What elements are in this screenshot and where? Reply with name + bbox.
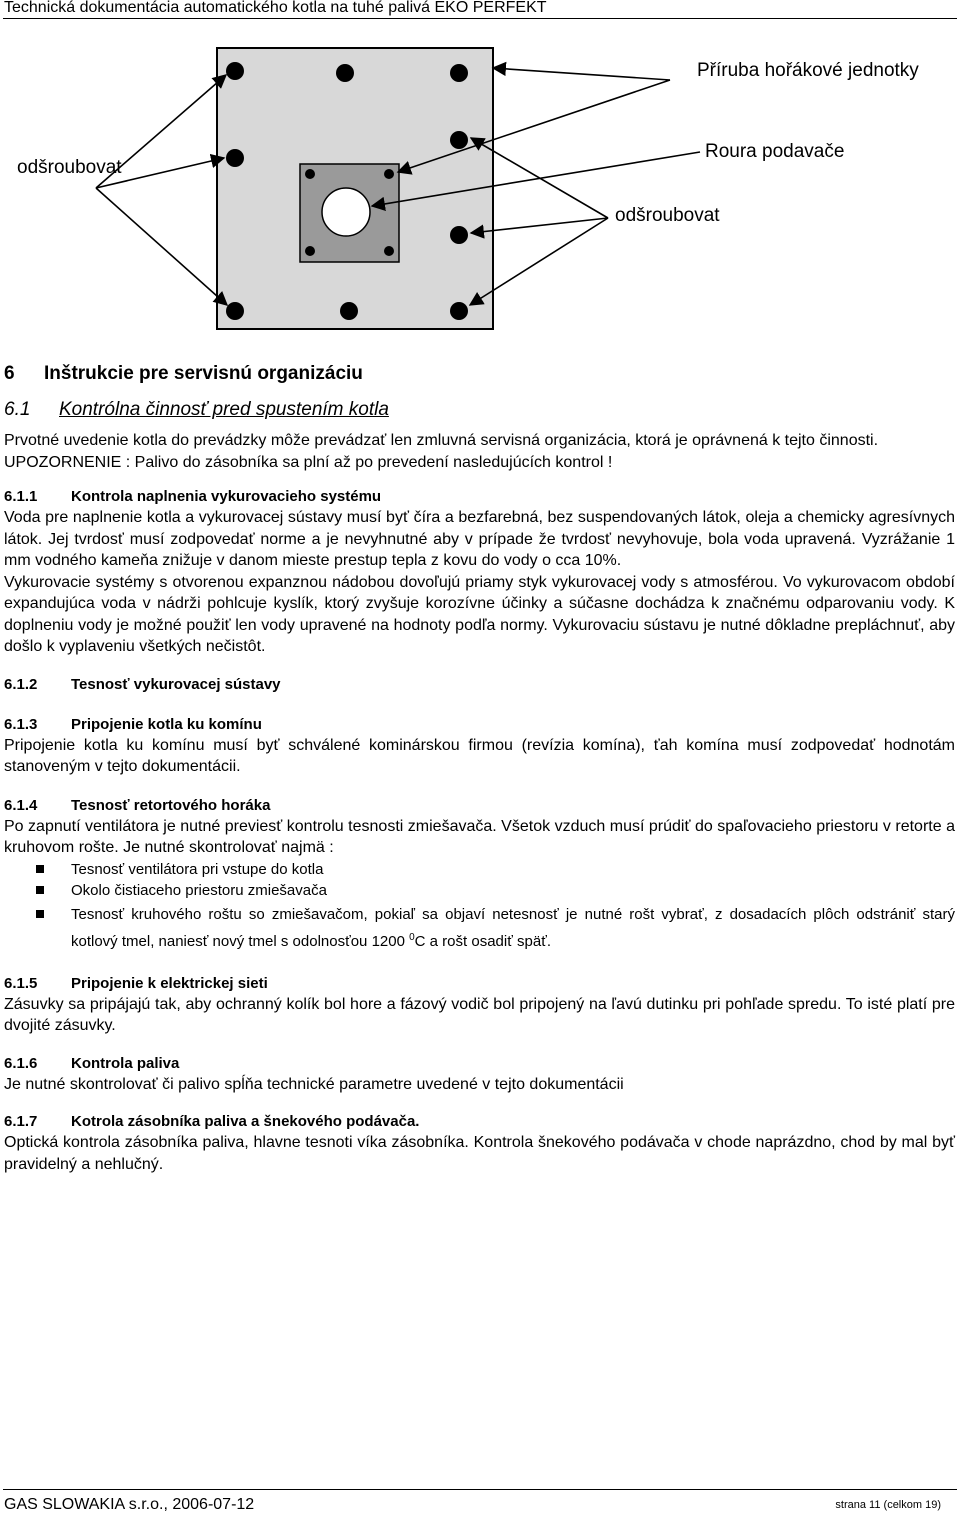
section-number: 6: [4, 363, 15, 384]
checklist: [4, 859, 955, 955]
flange-bolt: [384, 246, 394, 256]
section-6-1-5-heading: [4, 974, 955, 994]
burner-flange-diagram: [0, 40, 960, 340]
section-title: Kontrola paliva: [71, 1054, 180, 1072]
section-6-heading: [4, 362, 955, 386]
paragraph: Prvotné uvedenie kotla do prevádzky môže prevádzať len zmluvná servisná organizácia, ktorá je oprávnená k tejto činnosti.: [4, 432, 879, 449]
list-item: Tesnosť kruhového roštu so zmiešavačom, pokiaľ sa objaví netesnosť je nutné rošt vybrať, z dosadacích plôch odstrániť starý kotlový tmel, naniesť nový tmel s odolnosťou 1200 $^0$C a rošt osadiť späť.: [4, 901, 955, 955]
plate-bolt: [450, 302, 468, 320]
label-pipe: Roura podavače: [705, 141, 845, 162]
section-title: Tesnosť vykurovacej sústavy: [71, 675, 281, 693]
section-title: Pripojenie kotla ku komínu: [71, 715, 262, 733]
section-6-1-4-heading: [4, 796, 955, 816]
plate-bolt: [336, 64, 354, 82]
page-header: [3, 0, 957, 19]
section-number: 6.1.2: [4, 675, 38, 693]
plate-bolt: [450, 226, 468, 244]
paragraph: Po zapnutí ventilátora je nutné previesť kontrolu tesnosti zmiešavača. Všetok vzduch musí prúdiť do spaľovacieho priestoru v retorte a kruhovom rošte. Je nutné skontrolovať najmä :: [4, 817, 955, 856]
label-unscrew-right: odšroubovat: [615, 205, 720, 226]
section-title: Kontrólna činnosť pred spustením kotla: [59, 399, 389, 420]
warning-paragraph: UPOZORNENIE : Palivo do zásobníka sa plní až po prevedení nasledujúcích kontrol !: [4, 453, 613, 471]
plate-bolt: [340, 302, 358, 320]
flange-bolt: [305, 169, 315, 179]
section-title: Tesnosť retortového horáka: [71, 796, 271, 814]
section-6-1-heading: [4, 398, 955, 422]
section-number: 6.1.1: [4, 488, 38, 505]
section-6-1-6-heading: [4, 1054, 955, 1074]
paragraph: Zásuvky sa pripájajú tak, aby ochranný kolík bol hore a fázový vodič bol pripojený na ľavú dutinku pri pohľade spredu. To isté platí pre dvojité zásuvky.: [4, 995, 955, 1034]
list-item: Okolo čistiaceho priestoru zmiešavača: [4, 880, 955, 901]
square-bullet-icon: [36, 886, 44, 894]
section-number: 6.1.6: [4, 1054, 38, 1072]
section-number: 6.1.4: [4, 796, 38, 814]
plate-bolt: [226, 62, 244, 80]
paragraph: Je nutné skontrolovať či palivo spĺňa technické parametre uvedené v tejto dokumentácii: [4, 1075, 624, 1093]
document-body: [4, 362, 955, 1175]
section-number: 6.1.7: [4, 1113, 38, 1130]
section-6-1-1-heading: [4, 487, 955, 507]
header-title: Technická dokumentácia automatického kotla na tuhé palivá EKO PERFEKT: [4, 0, 547, 16]
section-title: Kontrola naplnenia vykurovacieho systému: [71, 488, 382, 505]
page-footer: [3, 1489, 957, 1513]
footer-company-date: GAS SLOWAKIA s.r.o., 2006-07-12: [4, 1496, 255, 1513]
list-item: Tesnosť ventilátora pri vstupe do kotla: [4, 859, 955, 880]
plate-bolt: [450, 64, 468, 82]
section-number: 6.1: [4, 399, 31, 420]
square-bullet-icon: [36, 910, 44, 918]
label-unscrew-left: odšroubovat: [17, 157, 122, 178]
square-bullet-icon: [36, 865, 44, 873]
plate-bolt: [226, 149, 244, 167]
paragraph: Optická kontrola zásobníka paliva, hlavne tesnoti víka zásobníka. Kontrola šnekového podávača v chode naprázdno, chod by mal byť pravidelný a nehlučný.: [4, 1134, 955, 1173]
section-number: 6.1.5: [4, 974, 38, 992]
plate-bolt: [226, 302, 244, 320]
section-6-1-3-heading: [4, 715, 955, 735]
paragraph: Vykurovacie systémy s otvorenou expanznou nádobou dovoľujú priamy styk vykurovacej vody s atmosférou. Vo vykurovacom období expandujúca voda v nádrži pohlcuje kyslík, ktorý zvyšuje korozívne účinky a súčasne dochádza k značnému odparovaniu vody. K doplneniu vody je možné použiť len vody upravené na hodnoty podľa normy. Vykurovaciu sústavu je nutné dôkladne prepláchnuť, aby došlo k vyplaveniu všetkých nečistôt.: [4, 573, 955, 655]
feeder-pipe: [322, 188, 370, 236]
plate-bolt: [450, 131, 468, 149]
section-title: Pripojenie k elektrickej sieti: [71, 974, 268, 992]
section-6-1-2-heading: [4, 675, 955, 695]
page-number: strana 11 (celkom 19): [835, 1499, 941, 1511]
section-title: Kotrola zásobníka paliva a šnekového podávača.: [71, 1113, 420, 1130]
paragraph: Voda pre naplnenie kotla a vykurovacej sústavy musí byť číra a bezfarebná, bez suspendovaných látok, oleja a chemicky agresívnych látok. Jej tvrdosť musí zodpovedať norme a je nevyhnutné aby v prípade že tvrdosť nevyhovuje, bola voda upravená. Vyzrážanie 1 mm vodného kameňa znižuje v danom mieste prestup tepla z kovu do vody o cca 10%.: [4, 509, 955, 569]
section-number: 6.1.3: [4, 715, 38, 733]
section-title: Inštrukcie pre servisnú organizáciu: [44, 363, 363, 384]
section-6-1-7-heading: [4, 1112, 955, 1132]
label-flange: Příruba hořákové jednotky: [697, 60, 919, 81]
flange-bolt: [384, 169, 394, 179]
paragraph: Pripojenie kotla ku komínu musí byť schválené kominárskou firmou (revízia komína), ťah komína musí zodpovedať hodnotám stanoveným v tejto dokumentácii.: [4, 736, 955, 775]
flange-bolt: [305, 246, 315, 256]
